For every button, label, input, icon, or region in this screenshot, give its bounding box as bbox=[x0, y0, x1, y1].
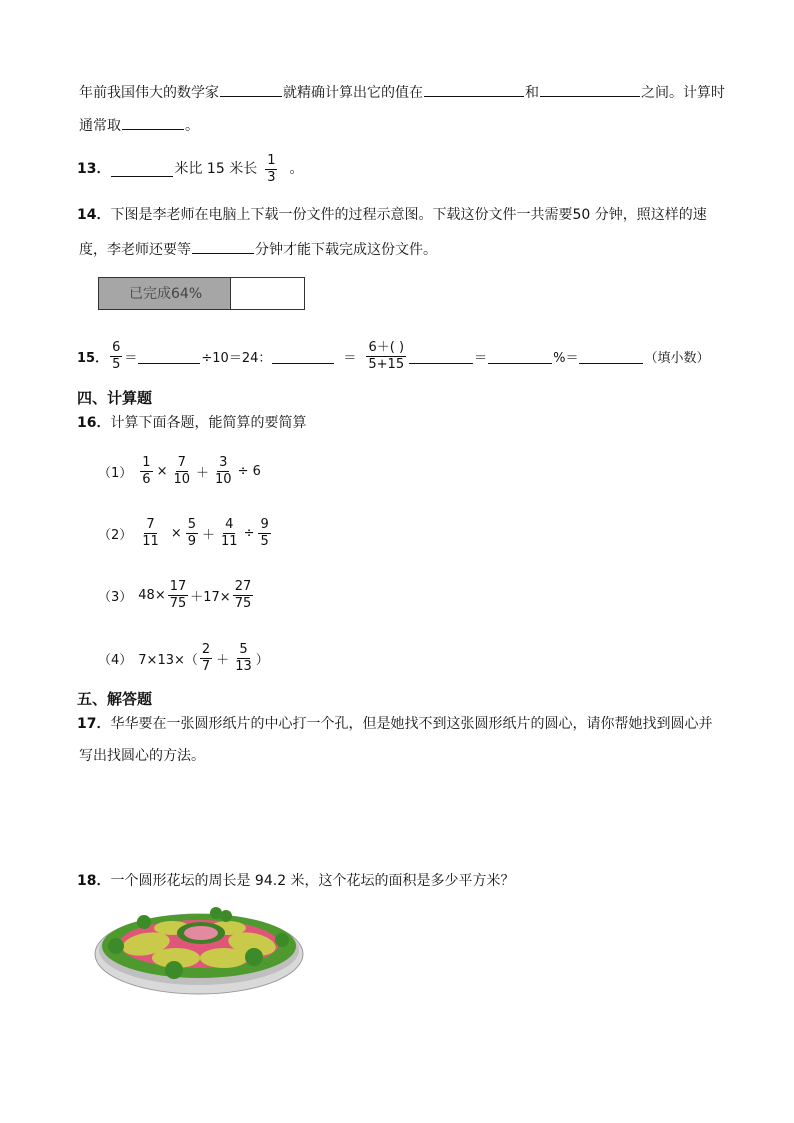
answer-blank[interactable] bbox=[409, 348, 473, 364]
q16-part-3 bbox=[98, 576, 255, 614]
part-label: （3） bbox=[98, 589, 133, 605]
part-label: （4） bbox=[98, 652, 133, 668]
numerator: 1 bbox=[142, 454, 151, 470]
fraction bbox=[219, 517, 240, 550]
fraction bbox=[110, 340, 122, 373]
expression-text: ） bbox=[255, 652, 269, 668]
numerator: 27 bbox=[234, 578, 252, 594]
fraction bbox=[366, 340, 406, 373]
answer-blank[interactable] bbox=[122, 114, 184, 130]
q13-text: 米比 15 米长 bbox=[174, 161, 258, 177]
denominator: 11 bbox=[221, 533, 238, 549]
denominator: 11 bbox=[142, 533, 159, 549]
numerator: 6＋( ) bbox=[368, 339, 405, 355]
q15-hint: （填小数） bbox=[644, 350, 710, 366]
question-number: 18． bbox=[77, 873, 111, 889]
operator: ÷ bbox=[243, 525, 255, 541]
denominator: 7 bbox=[201, 658, 211, 674]
q12-text-e: 通常取 bbox=[79, 118, 121, 134]
denominator: 75 bbox=[169, 595, 187, 611]
numerator: 5 bbox=[187, 516, 197, 532]
answer-blank[interactable] bbox=[424, 81, 524, 97]
q17-text-line2: 写出找圆心的方法。 bbox=[79, 748, 205, 764]
numerator: 7 bbox=[177, 454, 186, 470]
q16-part-2 bbox=[98, 514, 273, 552]
equals-sign: ＝ bbox=[124, 350, 138, 366]
numerator: 3 bbox=[219, 454, 228, 470]
numerator: 9 bbox=[260, 516, 269, 532]
operator: ÷ 6 bbox=[237, 463, 261, 479]
fraction bbox=[233, 579, 254, 612]
q14-text-a: 度，李老师还要等 bbox=[79, 242, 191, 258]
equals-sign: ＝ bbox=[343, 350, 357, 366]
part-label: （1） bbox=[98, 465, 133, 481]
progress-label: 已完成64% bbox=[129, 286, 203, 302]
q12-line2 bbox=[79, 114, 199, 136]
operator: × bbox=[170, 525, 182, 541]
answer-blank[interactable] bbox=[579, 348, 643, 364]
question-16 bbox=[77, 413, 306, 433]
operator: ＋ bbox=[216, 652, 230, 668]
answer-blank[interactable] bbox=[488, 348, 552, 364]
q14-text: 下图是李老师在电脑上下载一份文件的过程示意图。下载这份文件一共需要50 分钟，照这样的速 bbox=[110, 207, 707, 223]
q15-text: ÷10＝24： bbox=[201, 350, 272, 366]
answer-blank[interactable] bbox=[220, 81, 282, 97]
denominator: 3 bbox=[267, 169, 276, 185]
fraction bbox=[233, 642, 254, 675]
percent-equals: %＝ bbox=[553, 350, 579, 366]
fraction bbox=[213, 455, 234, 488]
numerator: 5 bbox=[239, 641, 248, 657]
denominator: 9 bbox=[187, 533, 197, 549]
section-heading: 四、计算题 bbox=[77, 389, 153, 407]
answer-blank[interactable] bbox=[192, 238, 254, 254]
download-progress-bar bbox=[98, 277, 305, 310]
q16-part-4 bbox=[98, 639, 269, 677]
answer-blank[interactable] bbox=[111, 161, 173, 177]
fraction bbox=[140, 517, 161, 550]
answer-blank[interactable] bbox=[540, 81, 640, 97]
q12-text-c: 和 bbox=[525, 85, 539, 101]
expression-text: 48× bbox=[138, 587, 166, 603]
q12-line1 bbox=[79, 81, 725, 103]
q12-text-b: 就精确计算出它的值在 bbox=[283, 85, 423, 101]
expression-text: 7×13×（ bbox=[138, 652, 198, 668]
numerator: 1 bbox=[267, 152, 276, 168]
equals-sign: ＝ bbox=[474, 350, 488, 366]
question-number: 14． bbox=[77, 207, 111, 223]
question-number: 15． bbox=[77, 350, 109, 366]
question-14-line2 bbox=[79, 238, 437, 260]
answer-blank[interactable] bbox=[272, 348, 334, 364]
numerator: 2 bbox=[201, 641, 211, 657]
q17-text: 华华要在一张圆形纸片的中心打一个孔，但是她找不到这张圆形纸片的圆心，请你帮她找到圆心并 bbox=[110, 716, 713, 732]
part-label: （2） bbox=[98, 527, 133, 543]
operator: ＋ bbox=[202, 527, 216, 543]
q12-text-d: 之间。计算时 bbox=[641, 85, 725, 101]
question-number: 13． bbox=[77, 161, 111, 177]
fraction bbox=[258, 517, 270, 550]
section-heading: 五、解答题 bbox=[77, 690, 153, 708]
denominator: 5+15 bbox=[368, 356, 405, 372]
q18-text: 一个圆形花坛的周长是 94.2 米，这个花坛的面积是多少平方米？ bbox=[110, 873, 515, 889]
denominator: 10 bbox=[173, 471, 191, 487]
q14-text-b: 分钟才能下载完成这份文件。 bbox=[255, 242, 437, 258]
q13-end: 。 bbox=[289, 161, 304, 177]
fraction bbox=[171, 455, 192, 488]
denominator: 5 bbox=[112, 356, 121, 372]
question-18 bbox=[77, 871, 515, 891]
question-number: 17． bbox=[77, 716, 111, 732]
operator: × bbox=[156, 463, 168, 479]
question-13 bbox=[77, 152, 303, 186]
q16-text: 计算下面各题，能简算的要简算 bbox=[110, 415, 307, 431]
fraction bbox=[265, 153, 277, 186]
denominator: 5 bbox=[260, 533, 269, 549]
denominator: 6 bbox=[142, 471, 151, 487]
numerator: 6 bbox=[112, 339, 121, 355]
question-15 bbox=[77, 336, 710, 376]
denominator: 13 bbox=[235, 658, 252, 674]
question-14-line1 bbox=[77, 205, 707, 225]
numerator: 7 bbox=[146, 516, 155, 532]
q16-part-1 bbox=[98, 452, 263, 490]
answer-blank[interactable] bbox=[138, 348, 200, 364]
numerator: 17 bbox=[169, 578, 187, 594]
numerator: 4 bbox=[225, 516, 234, 532]
flower-bed-image bbox=[94, 900, 304, 996]
fraction bbox=[168, 579, 189, 612]
question-number: 16． bbox=[77, 415, 111, 431]
expression-text: ＋17× bbox=[190, 589, 231, 605]
denominator: 75 bbox=[234, 595, 252, 611]
fraction bbox=[140, 455, 152, 488]
q12-text-f: 。 bbox=[185, 118, 199, 134]
question-17-line1 bbox=[77, 714, 712, 734]
denominator: 10 bbox=[215, 471, 232, 487]
fraction bbox=[200, 642, 212, 675]
q12-text-a: 年前我国伟大的数学家 bbox=[79, 85, 219, 101]
operator: ＋ bbox=[196, 465, 210, 481]
fraction bbox=[186, 517, 198, 550]
